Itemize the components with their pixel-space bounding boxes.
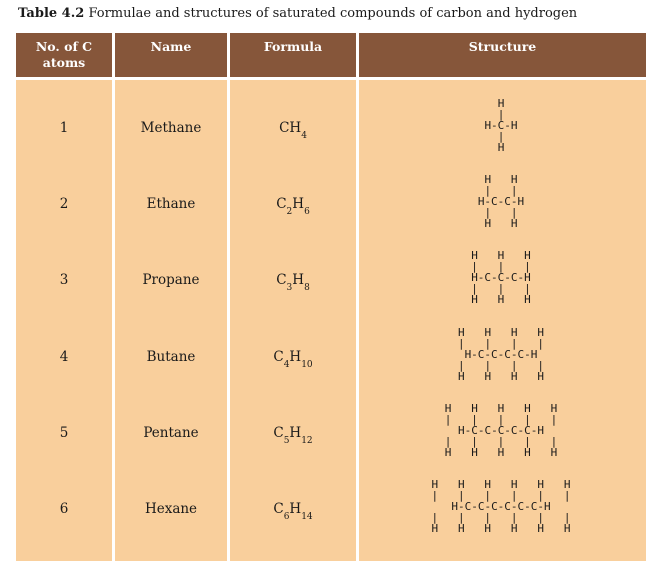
compound-name: Pentane bbox=[143, 425, 199, 441]
compound-name: Hexane bbox=[144, 501, 198, 517]
structural-formula: H H | | H-C-C-H | | H H bbox=[477, 173, 525, 230]
compound-name: Propane bbox=[142, 272, 200, 288]
header-structure: Structure bbox=[359, 33, 646, 77]
compound-name: Methane bbox=[140, 120, 202, 136]
molecular-formula: $C_6H_{14}$ bbox=[273, 501, 313, 522]
column-divider bbox=[227, 33, 230, 561]
table-caption bbox=[18, 6, 658, 21]
header-divider bbox=[16, 77, 646, 80]
carbon-count: 1 bbox=[59, 120, 69, 136]
carbon-count: 4 bbox=[59, 349, 69, 365]
carbon-count: 5 bbox=[59, 425, 69, 441]
table-number: Table 4.2 bbox=[18, 6, 85, 21]
compound-name: Butane bbox=[146, 349, 196, 365]
structural-formula: H H H H H | | | | | H-C-C-C-C-C-H | | | | | H H H H H bbox=[444, 402, 558, 459]
molecular-formula: $C_2H_6$ bbox=[276, 196, 310, 217]
structural-formula: H | H-C-H | H bbox=[484, 97, 518, 154]
structural-formula: H H H H | | | | H-C-C-C-C-H | | | | H H H H bbox=[457, 326, 545, 383]
header-carbon-count: No. of C atoms bbox=[16, 33, 112, 77]
carbon-count: 6 bbox=[59, 501, 69, 517]
header-formula: Formula bbox=[230, 33, 356, 77]
carbon-count: 3 bbox=[59, 272, 69, 288]
molecular-formula: $C_3H_8$ bbox=[276, 272, 310, 293]
structural-formula: H H H | | | H-C-C-C-H | | | H H H bbox=[471, 249, 531, 306]
compound-name: Ethane bbox=[146, 196, 196, 212]
table-title: Formulae and structures of saturated compounds of carbon and hydrogen bbox=[88, 6, 578, 21]
molecular-formula: $C_4H_{10}$ bbox=[273, 349, 313, 370]
molecular-formula: $C_5H_{12}$ bbox=[273, 425, 313, 446]
alkane-table bbox=[16, 33, 646, 561]
header-name: Name bbox=[115, 33, 227, 77]
carbon-count: 2 bbox=[59, 196, 69, 212]
structural-formula: H H H H H H | | | | | | H-C-C-C-C-C-C-H | | | | | | H H H H H H bbox=[431, 478, 571, 535]
molecular-formula: $CH_4$ bbox=[279, 120, 307, 141]
column-divider bbox=[112, 33, 115, 561]
